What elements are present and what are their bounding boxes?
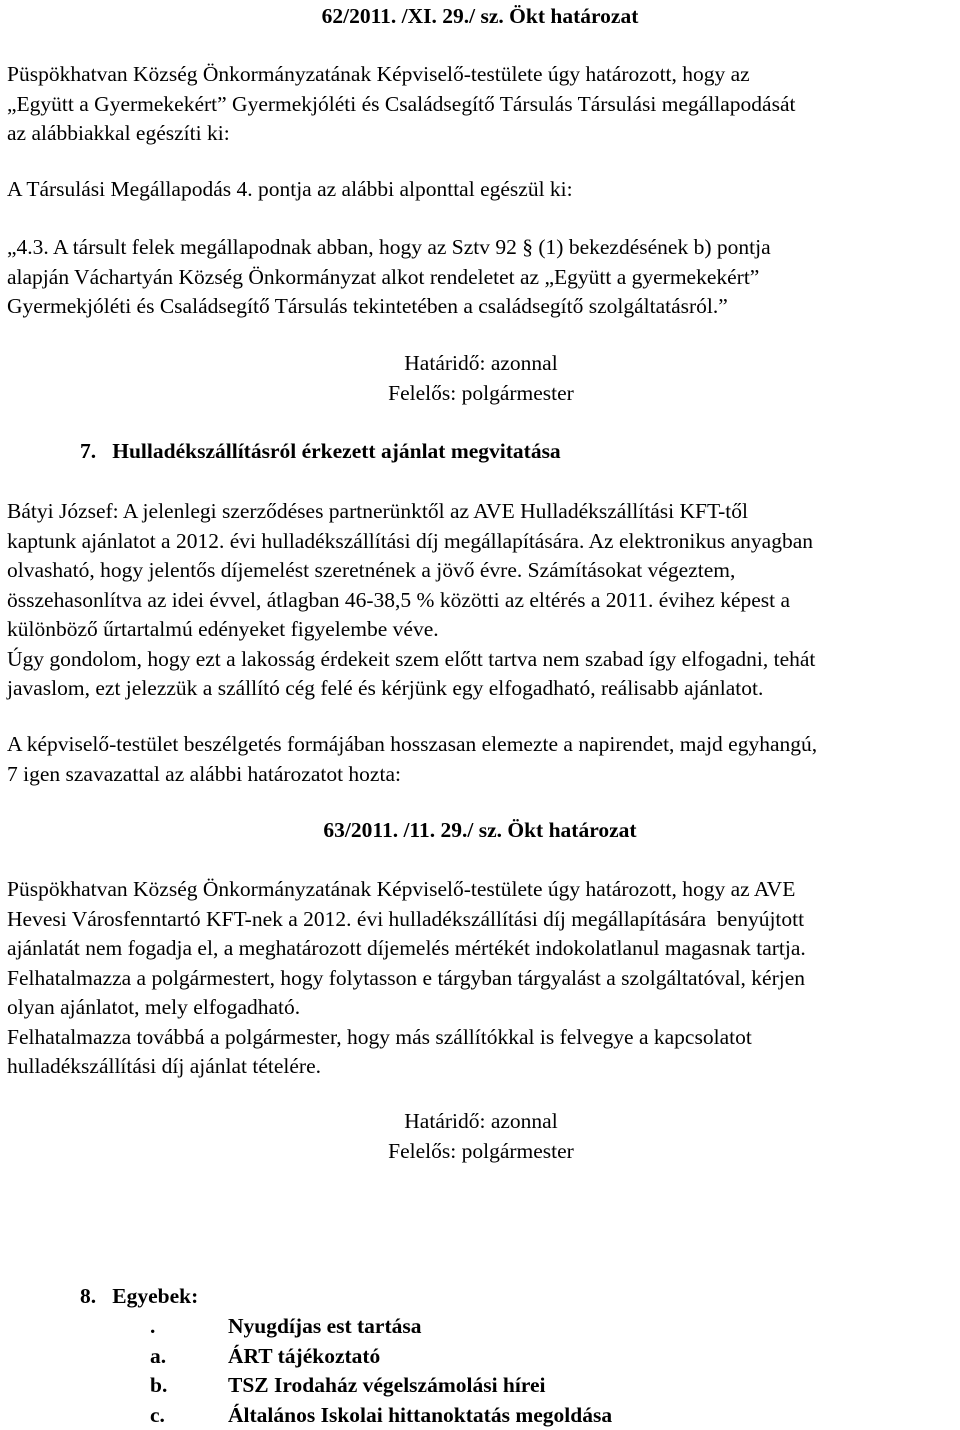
list-marker: c. — [150, 1402, 165, 1427]
paragraph-line: javaslom, ezt jelezzük a szállító cég felé és kérjünk egy elfogadható, reálisabb ajánlatot. — [7, 676, 764, 700]
paragraph-line: „4.3. A társult felek megállapodnak abban, hogy az Sztv 92 § (1) bekezdésének b) pontja — [7, 235, 771, 259]
misc-items-list — [150, 1312, 612, 1430]
resolution-62-footer — [7, 349, 955, 408]
list-item — [150, 1342, 612, 1372]
paragraph-line: 7 igen szavazattal az alábbi határozatot hozta: — [7, 761, 401, 786]
list-marker: a. — [150, 1343, 167, 1368]
paragraph-line: Felhatalmazza a polgármestert, hogy folytasson e tárgyban tárgyalást a szolgáltatóval, kérjen — [7, 965, 806, 990]
paragraph-line: A képviselő-testület beszélgetés formájában hosszasan elemezte a napirendet, majd egyhangú, — [7, 732, 818, 756]
list-marker: . — [150, 1314, 156, 1338]
agenda-item-7-heading: 7. Hulladékszállításról érkezett ajánlat megvitatása — [80, 439, 561, 463]
amendment-intro — [7, 175, 955, 205]
deadline-line: Határidő: azonnal — [404, 1109, 558, 1133]
item-7-discussion — [7, 497, 955, 704]
paragraph-line: Püspökhatvan Község Önkormányzatának Képviselő-testülete úgy határozott, hogy az AVE — [7, 877, 796, 901]
resolution-62-heading: 62/2011. /XI. 29./ sz. Ökt határozat — [321, 4, 639, 28]
list-item-text: Nyugdíjas est tartása — [228, 1314, 422, 1338]
responsible-line: Felelős: polgármester — [388, 1138, 574, 1163]
list-item — [150, 1371, 612, 1401]
paragraph-line: Úgy gondolom, hogy ezt a lakosság érdekeit szem előtt tartva nem szabad így elfogadni, tehát — [7, 646, 816, 671]
paragraph-line: összehasonlítva az idei évvel, átlagban 46-38,5 % közötti az eltérés a 2011. évihez képest a — [7, 587, 791, 612]
paragraph-line: Felhatalmazza továbbá a polgármester, hogy más szállítókkal is felvegye a kapcsolatot — [7, 1024, 752, 1049]
agenda-item-8-heading: 8. Egyebek: — [80, 1284, 199, 1308]
list-item — [150, 1401, 612, 1430]
responsible-line: Felelős: polgármester — [388, 380, 574, 405]
paragraph-line: „Együtt a Gyermekekért” Gyermekjóléti és Családsegítő Társulás Társulási megállapodását — [7, 91, 796, 116]
paragraph-line: hulladékszállítási díj ajánlat tételére. — [7, 1054, 322, 1078]
resolution-63-heading: 63/2011. /11. 29./ sz. Ökt határozat — [323, 818, 637, 842]
list-item-text: TSZ Irodaház végelszámolási hírei — [228, 1373, 546, 1397]
resolution-62-text — [7, 60, 955, 149]
vote-statement — [7, 730, 955, 789]
resolution-63-footer — [7, 1107, 955, 1166]
list-marker: b. — [150, 1373, 168, 1397]
paragraph-line: olvasható, hogy jelentős díjemelést szeretnének a jövő évre. Számításokat végeztem, — [7, 558, 736, 582]
paragraph-line: alapján Váchartyán Község Önkormányzat alkot rendeletet az „Együtt a gyermekekért” — [7, 264, 760, 289]
paragraph-line: különböző űrtartalmú edényeket figyelembe véve. — [7, 617, 439, 641]
paragraph-line: A Társulási Megállapodás 4. pontja az alábbi alponttal egészül ki: — [7, 177, 573, 201]
paragraph-line: olyan ajánlatot, mely elfogadható. — [7, 995, 301, 1019]
paragraph-line: ajánlatát nem fogadja el, a meghatározott díjemelés mértékét indokolatlanul magasnak tartja. — [7, 936, 806, 960]
list-item-text: Általános Iskolai hittanoktatás megoldása — [228, 1402, 613, 1427]
paragraph-line: kaptunk ajánlatot a 2012. évi hulladékszállítási díj megállapítására. Az elektronikus anyagban — [7, 528, 813, 553]
paragraph-line: Bátyi József: A jelenlegi szerződéses partnerünktől az AVE Hulladékszállítási KFT-től — [7, 499, 748, 523]
list-item-text: ÁRT tájékoztató — [228, 1343, 381, 1368]
paragraph-line: az alábbiakkal egészíti ki: — [7, 121, 230, 145]
amendment-text — [7, 233, 955, 322]
list-item — [150, 1312, 612, 1342]
resolution-63-text — [7, 875, 955, 1082]
paragraph-line: Gyermekjóléti és Családsegítő Társulás tekintetében a családsegítő szolgáltatásról.” — [7, 294, 728, 318]
paragraph-line: Hevesi Városfenntartó KFT-nek a 2012. évi hulladékszállítási díj megállapítására benyújtott — [7, 906, 805, 931]
deadline-line: Határidő: azonnal — [404, 351, 558, 375]
paragraph-line: Püspökhatvan Község Önkormányzatának Képviselő-testülete úgy határozott, hogy az — [7, 62, 750, 86]
